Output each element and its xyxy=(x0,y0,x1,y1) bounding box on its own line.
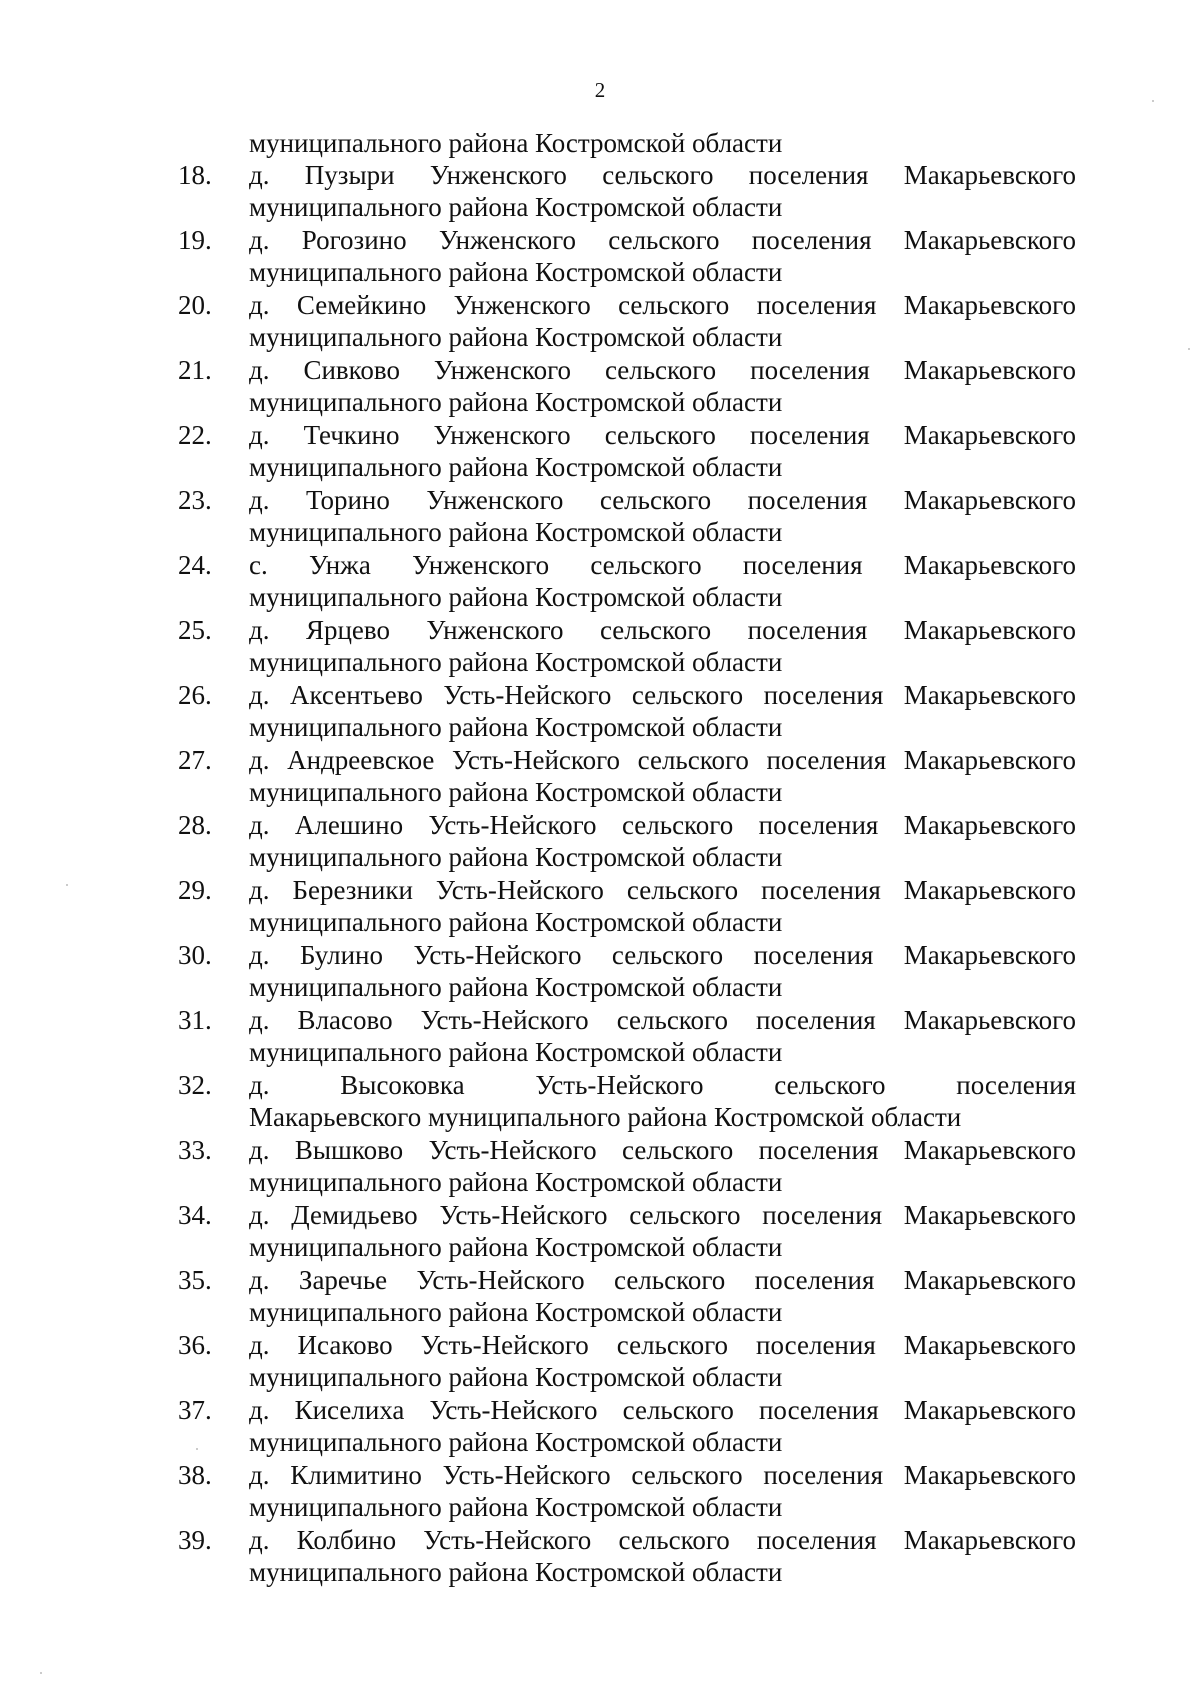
item-text-line-2: муниципального района Костромской области xyxy=(249,1297,783,1327)
list-item xyxy=(0,419,1200,484)
item-text-line-1: д. Власово Усть-Нейского сельского поселения Макарьевского xyxy=(249,1005,1076,1035)
list-item xyxy=(0,1004,1200,1069)
list-item xyxy=(0,1394,1200,1459)
scan-speck xyxy=(66,884,68,886)
item-number: 24. xyxy=(178,550,212,580)
item-number: 33. xyxy=(178,1135,212,1165)
scan-speck xyxy=(1152,100,1154,102)
list-item xyxy=(0,939,1200,1004)
item-text-line-2: муниципального района Костромской области xyxy=(249,322,783,352)
item-text-line-2: муниципального района Костромской области xyxy=(249,777,783,807)
item-text-line-1: д. Березники Усть-Нейского сельского поселения Макарьевского xyxy=(249,875,1076,905)
item-text-line-2: муниципального района Костромской области xyxy=(249,907,783,937)
item-text-line-1: д. Булино Усть-Нейского сельского поселения Макарьевского xyxy=(249,940,1076,970)
item-text-line-1: д. Высоковка Усть-Нейского сельского поселения xyxy=(249,1070,1076,1100)
item-text-line-1: д. Исаково Усть-Нейского сельского поселения Макарьевского xyxy=(249,1330,1076,1360)
continuation-line: муниципального района Костромской области xyxy=(249,128,783,158)
settlement-list xyxy=(0,159,1200,1589)
item-text-line-2: муниципального района Костромской области xyxy=(249,1557,783,1587)
list-item xyxy=(0,354,1200,419)
item-number: 20. xyxy=(178,290,212,320)
list-item xyxy=(0,484,1200,549)
item-text-line-2: муниципального района Костромской области xyxy=(249,1037,783,1067)
item-text-line-2: муниципального района Костромской области xyxy=(249,842,783,872)
list-item xyxy=(0,614,1200,679)
item-number: 31. xyxy=(178,1005,212,1035)
list-item xyxy=(0,1199,1200,1264)
item-number: 23. xyxy=(178,485,212,515)
item-number: 27. xyxy=(178,745,212,775)
item-number: 39. xyxy=(178,1525,212,1555)
item-text-line-1: д. Демидьево Усть-Нейского сельского поселения Макарьевского xyxy=(249,1200,1076,1230)
item-text-line-2: муниципального района Костромской области xyxy=(249,192,783,222)
item-text-line-2: муниципального района Костромской области xyxy=(249,972,783,1002)
item-text-line-1: д. Ярцево Унженского сельского поселения Макарьевского xyxy=(249,615,1076,645)
item-text-line-2: муниципального района Костромской области xyxy=(249,452,783,482)
item-number: 36. xyxy=(178,1330,212,1360)
item-number: 21. xyxy=(178,355,212,385)
list-item xyxy=(0,159,1200,224)
item-number: 32. xyxy=(178,1070,212,1100)
list-item xyxy=(0,1264,1200,1329)
item-number: 29. xyxy=(178,875,212,905)
item-text-line-1: д. Аксентьево Усть-Нейского сельского поселения Макарьевского xyxy=(249,680,1076,710)
list-item xyxy=(0,549,1200,614)
list-item xyxy=(0,224,1200,289)
item-text-line-1: д. Колбино Усть-Нейского сельского поселения Макарьевского xyxy=(249,1525,1076,1555)
item-text-line-2: муниципального района Костромской области xyxy=(249,1232,783,1262)
list-item xyxy=(0,1069,1200,1134)
item-text-line-2: муниципального района Костромской области xyxy=(249,257,783,287)
item-number: 25. xyxy=(178,615,212,645)
item-text-line-2: муниципального района Костромской области xyxy=(249,1362,783,1392)
list-item xyxy=(0,744,1200,809)
item-number: 30. xyxy=(178,940,212,970)
item-text-line-2: муниципального района Костромской области xyxy=(249,647,783,677)
scan-speck xyxy=(40,1672,42,1674)
list-item xyxy=(0,1134,1200,1199)
item-number: 38. xyxy=(178,1460,212,1490)
item-text-line-1: д. Торино Унженского сельского поселения Макарьевского xyxy=(249,485,1076,515)
item-text-line-1: д. Рогозино Унженского сельского поселения Макарьевского xyxy=(249,225,1076,255)
item-text-line-2: муниципального района Костромской области xyxy=(249,517,783,547)
item-text-line-1: д. Андреевское Усть-Нейского сельского поселения Макарьевского xyxy=(249,745,1076,775)
item-text-line-2: муниципального района Костромской области xyxy=(249,1167,783,1197)
list-item xyxy=(0,289,1200,354)
item-text-line-2: Макарьевского муниципального района Костромской области xyxy=(249,1102,962,1132)
item-text-line-2: муниципального района Костромской области xyxy=(249,1427,783,1457)
list-item xyxy=(0,809,1200,874)
item-number: 37. xyxy=(178,1395,212,1425)
item-text-line-1: д. Климитино Усть-Нейского сельского поселения Макарьевского xyxy=(249,1460,1076,1490)
scan-speck xyxy=(1188,348,1190,350)
item-text-line-2: муниципального района Костромской области xyxy=(249,582,783,612)
item-text-line-1: д. Семейкино Унженского сельского поселения Макарьевского xyxy=(249,290,1076,320)
scan-speck xyxy=(196,1448,198,1450)
list-item xyxy=(0,1524,1200,1589)
item-number: 34. xyxy=(178,1200,212,1230)
item-text-line-1: д. Заречье Усть-Нейского сельского поселения Макарьевского xyxy=(249,1265,1076,1295)
item-number: 18. xyxy=(178,160,212,190)
item-text-line-2: муниципального района Костромской области xyxy=(249,712,783,742)
item-text-line-1: с. Унжа Унженского сельского поселения Макарьевского xyxy=(249,550,1076,580)
item-number: 28. xyxy=(178,810,212,840)
item-text-line-1: д. Течкино Унженского сельского поселения Макарьевского xyxy=(249,420,1076,450)
list-item xyxy=(0,679,1200,744)
item-text-line-1: д. Сивково Унженского сельского поселения Макарьевского xyxy=(249,355,1076,385)
item-text-line-1: д. Пузыри Унженского сельского поселения Макарьевского xyxy=(249,160,1076,190)
page-number: 2 xyxy=(594,78,606,102)
item-text-line-2: муниципального района Костромской области xyxy=(249,1492,783,1522)
item-number: 19. xyxy=(178,225,212,255)
list-item xyxy=(0,874,1200,939)
item-text-line-1: д. Алешино Усть-Нейского сельского поселения Макарьевского xyxy=(249,810,1076,840)
list-item xyxy=(0,1329,1200,1394)
item-text-line-2: муниципального района Костромской области xyxy=(249,387,783,417)
item-number: 26. xyxy=(178,680,212,710)
item-number: 22. xyxy=(178,420,212,450)
item-text-line-1: д. Киселиха Усть-Нейского сельского поселения Макарьевского xyxy=(249,1395,1076,1425)
item-text-line-1: д. Вышково Усть-Нейского сельского поселения Макарьевского xyxy=(249,1135,1076,1165)
item-number: 35. xyxy=(178,1265,212,1295)
list-item xyxy=(0,1459,1200,1524)
